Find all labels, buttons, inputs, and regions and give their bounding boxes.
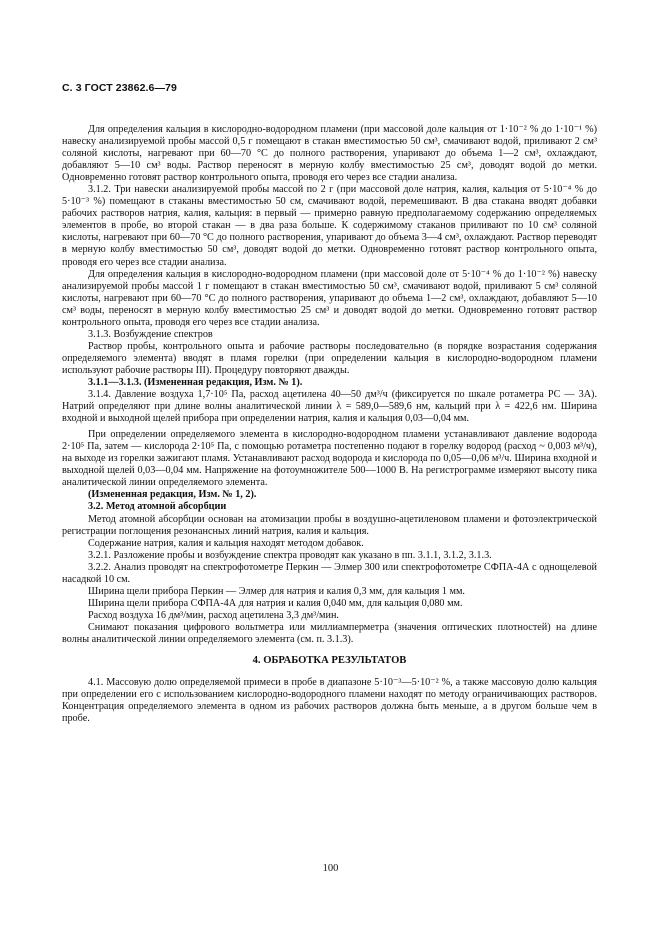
page-header: С. 3 ГОСТ 23862.6—79 bbox=[62, 82, 177, 94]
paragraph-3-1-2: 3.1.2. Три навески анализируемой пробы массой по 2 г (при массовой доле натрия, калия, кальция от 5·10⁻⁴ % до 5·10⁻³ %) помещают в стаканы вместимостью 50 см, смачивают водой, перемешивают. В два стакана вводят добавки рабочих растворов натрия, калия, кальция: в первый — примерно равную предполагаемому содержанию определяемых элементов в пробе, во второй стакан — в два раза больше. К содержимому стаканов приливают по 10 см³ соляной кислоты, нагревают при 60—70 °C до полного растворения, упаривают до объема 3—4 см³, охлаждают. Раствор переводят в мерную колбу вместимостью 50 см³, доводят водой до метки. Одновременно готовят раствор контрольного опыта, проводя его через все стадии анализа. bbox=[62, 184, 597, 268]
paragraph-calcium-oxyhydrogen-2: Для определения кальция в кислородно-водородном пламени (при массовой доле от 5·10⁻⁴ % до 1·10⁻² %) навеску анализируемой пробы массой 1 г помещают в стакан вместимостью 50 см³, смачивают водой, приливают 5 см³ соляной кислоты, нагревают при 60—70 °C до полного растворения, упаривают до объема 1—2 см³, охлаждают, добавляют 5—10 см³ воды, переносят в мерную колбу вместимостью 25 см³ и доводят водой до метки. Одновременно готовят раствор контрольного опыта, проводя его через все стадии анализа. bbox=[62, 268, 597, 328]
paragraph-4-1: 4.1. Массовую долю определяемой примеси в пробе в диапазоне 5·10⁻³—5·10⁻² %, а также массовую долю кальция при определении его с использованием кислородно-водородного пламени находят по методу ограничивающих растворов. Концентрация определяемого элемента в одном из рабочих растворов должна быть меньше, а в другом больше чем в пробе. bbox=[62, 677, 597, 725]
section-3-2-heading: 3.2. Метод атомной абсорбции bbox=[88, 501, 227, 513]
paragraph-additions-method: Содержание натрия, калия и кальция находят методом добавок. bbox=[88, 537, 364, 549]
paragraph-3-1-3-title: 3.1.3. Возбуждение спектров bbox=[88, 328, 213, 340]
paragraph-atomic-absorption: Метод атомной абсорбции основан на атомизации пробы в воздушно-ацетиленовом пламени и фотоэлектрической регистрации поглощения резонансных линий натрия, калия и кальция. bbox=[62, 513, 597, 537]
section-4-heading: 4. ОБРАБОТКА РЕЗУЛЬТАТОВ bbox=[252, 655, 407, 667]
change-note-1: 3.1.1—3.1.3. (Измененная редакция, Изм. № 1). bbox=[88, 376, 303, 388]
page-number: 100 bbox=[322, 863, 339, 874]
paragraph-calcium-oxyhydrogen: Для определения кальция в кислородно-водородном пламени (при массовой доле кальция от 1·10⁻² % до 1·10⁻¹ %) навеску анализируемой пробы массой 0,5 г помещают в стакан вместимостью 50 см³, смачивают водой, приливают 2 см³ соляной кислоты, нагревают при 60—70 °C до полного растворения, упаривают до объема 1—2 см³, охлаждают, добавляют 5—10 см³ воды. Раствор переносят в мерную колбу вместимостью 25 см³, доводят водой до метки. Одновременно готовят раствор контрольного опыта, проводя его через все стадии анализа. bbox=[62, 124, 597, 184]
document-body bbox=[62, 124, 597, 725]
paragraph-air-flow: Расход воздуха 16 дм³/мин, расход ацетилена 3,3 дм³/мин. bbox=[88, 609, 339, 621]
paragraph-3-1-3: Раствор пробы, контрольного опыта и рабочие растворы последовательно (в порядке возрастания содержания определяемого элемента) вводят в пламя горелки (при определении кальция в кислородно-водородном пламени используют рабочие растворы III). Процедуру повторяют дважды. bbox=[62, 340, 597, 376]
paragraph-3-2-1: 3.2.1. Разложение пробы и возбуждение спектра проводят как указано в пп. 3.1.1, 3.1.2, 3.1.3. bbox=[88, 549, 492, 561]
paragraph-slit-perkin: Ширина щели прибора Перкин — Элмер для натрия и калия 0,3 мм, для кальция 1 мм. bbox=[88, 585, 465, 597]
paragraph-3-2-2: 3.2.2. Анализ проводят на спектрофотометре Перкин — Элмер 300 или спектрофотометре СФПА-4А с однощелевой насадкой 10 см. bbox=[62, 561, 597, 585]
paragraph-readings: Снимают показания цифрового вольтметра или миллиамперметра (значения оптических плотностей) на длине волны аналитической линии определяемого элемента (см. п. 3.1.3). bbox=[62, 621, 597, 645]
paragraph-3-1-4: 3.1.4. Давление воздуха 1,7·10⁵ Па, расход ацетилена 40—50 дм³/ч (фиксируется по шкале ротаметра РС — 3А). Натрий определяют при длине волны аналитической линии λ = 589,0—589,6 нм, кальций при λ = 422,6 нм. Ширина входной и выходной щелей прибора при определении натрия, калия и кальция 0,03—0,04 мм. bbox=[62, 389, 597, 425]
change-note-2: (Измененная редакция, Изм. № 1, 2). bbox=[88, 489, 257, 501]
paragraph-slit-sfpa: Ширина щели прибора СФПА-4А для натрия и калия 0,040 мм, для кальция 0,080 мм. bbox=[88, 597, 463, 609]
paragraph-oxyhydrogen-flame: При определении определяемого элемента в кислородно-водородном пламени устанавливают давление водорода 2·10⁵ Па, затем — кислорода 2·10⁵ Па, с помощью ротаметра постепенно подают в горелку водород (расход ~ 0,003 м³/ч), на выходе из горелки зажигают пламя. Устанавливают расход водорода и кислорода по 0,05—0,06 м³/ч. Ширина входной и выходной щелей 0,03—0,04 мм. Напряжение на фотоумножителе 500—1000 В. На регистрограмме измеряют высоту пика аналитической линии определяемого элемента. bbox=[62, 429, 597, 489]
